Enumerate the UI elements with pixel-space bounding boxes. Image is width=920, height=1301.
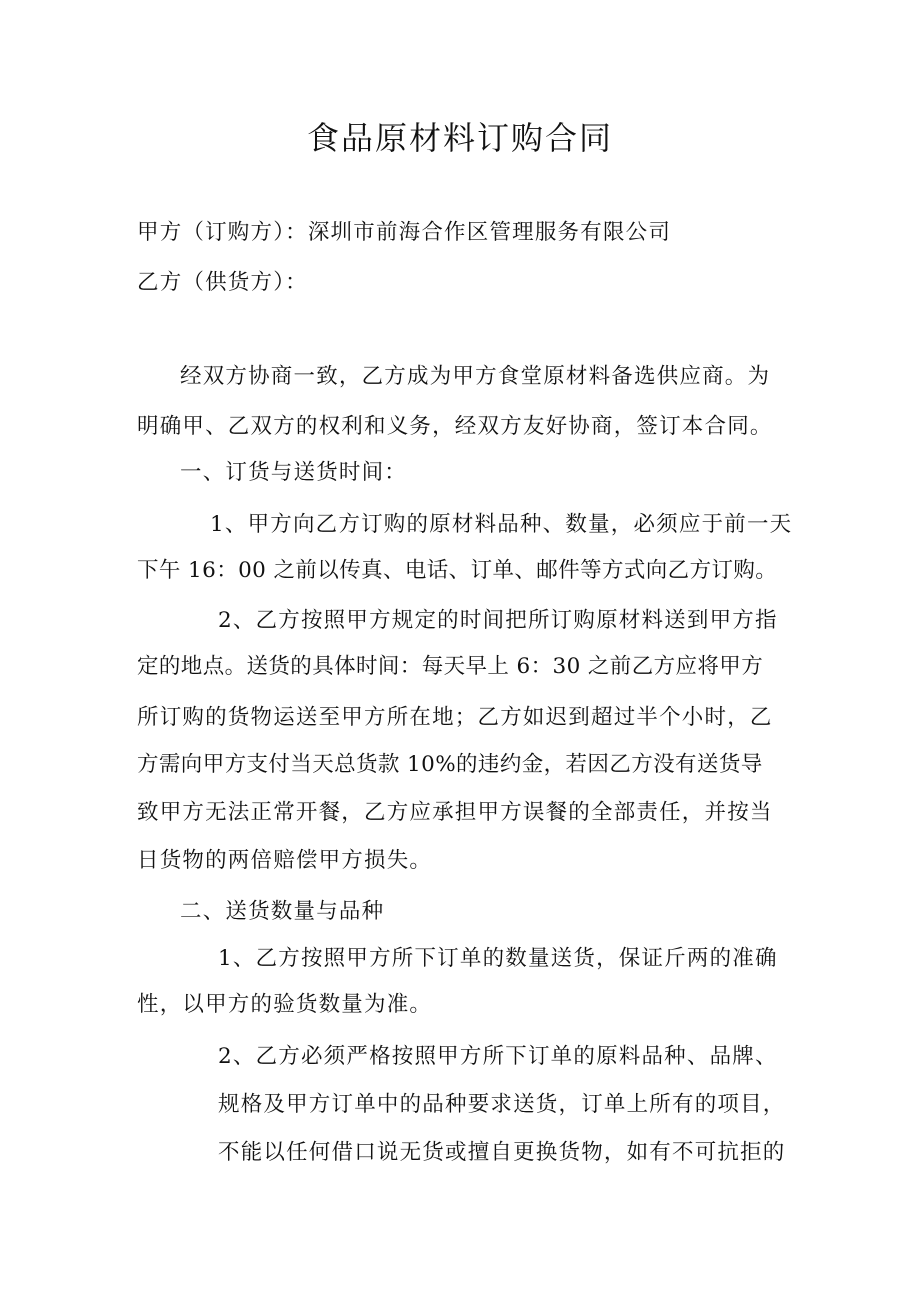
paragraph-line: 定的地点。送货的具体时间：每天早上 6：30 之前乙方应将甲方	[137, 654, 764, 679]
paragraph-line: 致甲方无法正常开餐，乙方应承担甲方误餐的全部责任，并按当	[137, 800, 773, 825]
intro-line: 经双方协商一致，乙方成为甲方食堂原材料备选供应商。为	[180, 364, 771, 389]
party-b-line: 乙方（供货方）：	[137, 270, 308, 295]
paragraph-line: 2、乙方必须严格按照甲方所下订单的原料品种、品牌、	[218, 1044, 778, 1069]
document-title: 食品原材料订购合同	[306, 119, 613, 157]
paragraph-line: 日货物的两倍赔偿甲方损失。	[137, 848, 433, 873]
paragraph-line: 不能以任何借口说无货或擅自更换货物，如有不可抗拒的	[218, 1140, 786, 1165]
paragraph-line: 1、乙方按照甲方所下订单的数量送货，保证斤两的准确	[218, 946, 778, 971]
section-heading: 二、送货数量与品种	[180, 899, 385, 924]
paragraph-line: 方需向甲方支付当天总货款 10%的违约金，若因乙方没有送货导	[137, 752, 763, 777]
paragraph-line: 所订购的货物运送至甲方所在地；乙方如迟到超过半个小时，乙	[137, 705, 773, 730]
party-a-line: 甲方（订购方）：深圳市前海合作区管理服务有限公司	[137, 220, 672, 245]
paragraph-line: 规格及甲方订单中的品种要求送货，订单上所有的项目，	[218, 1092, 786, 1117]
paragraph-line: 2、乙方按照甲方规定的时间把所订购原材料送到甲方指	[218, 608, 778, 633]
intro-line: 明确甲、乙双方的权利和义务，经双方友好协商，签订本合同。	[137, 414, 773, 439]
paragraph-line: 性，以甲方的验货数量为准。	[137, 992, 433, 1017]
paragraph-line: 1、甲方向乙方订购的原材料品种、数量，必须应于前一天	[210, 512, 793, 537]
paragraph-line: 下午 16：00 之前以传真、电话、订单、邮件等方式向乙方订购。	[137, 558, 778, 583]
section-heading: 一、订货与送货时间：	[180, 460, 408, 485]
